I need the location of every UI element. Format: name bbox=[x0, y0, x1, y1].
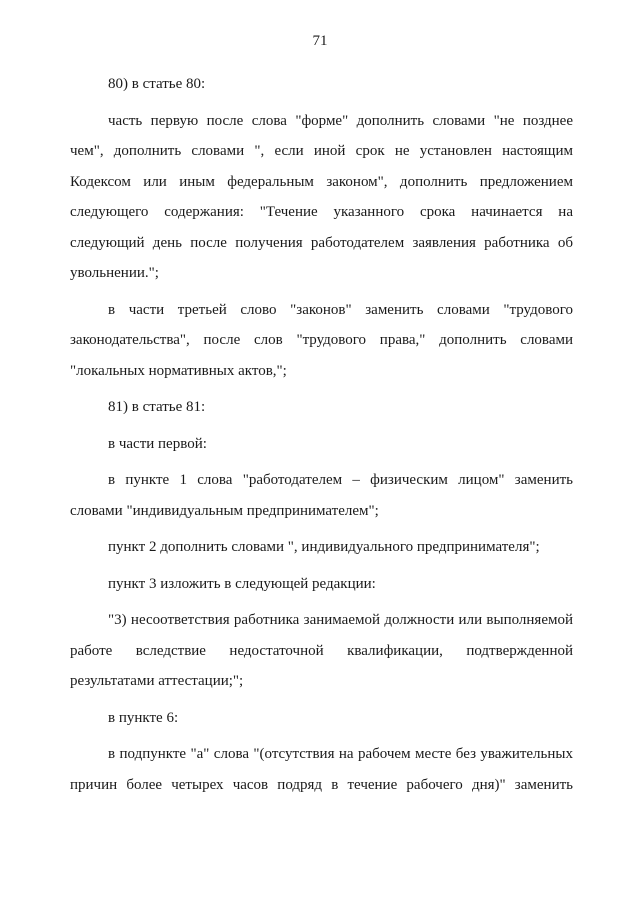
text-line: увольнении."; bbox=[70, 265, 159, 281]
text-line: в пункте 1 слова "работодателем – физическим лицом" заменить bbox=[108, 472, 573, 488]
paragraph bbox=[70, 605, 573, 697]
text-line: в подпункте "а" слова "(отсутствия на рабочем месте без уважительных bbox=[108, 746, 573, 762]
text-line: часть первую после слова "форме" дополнить словами "не позднее bbox=[108, 112, 573, 129]
text-line: словами "индивидуальным предпринимателем"; bbox=[70, 502, 379, 519]
text-line: следующий день после получения работодателем заявления работника об bbox=[70, 234, 573, 251]
paragraph bbox=[70, 739, 573, 800]
paragraph bbox=[70, 569, 573, 600]
text-line: чем", дополнить словами ", если иной срок не установлен настоящим bbox=[70, 143, 573, 159]
document-body bbox=[70, 69, 573, 800]
text-line: следующего содержания: "Течение указанного срока начинается на bbox=[70, 204, 573, 220]
text-line: в части первой: bbox=[108, 435, 207, 452]
text-line: работе вследствие недостаточной квалификации, подтвержденной bbox=[70, 642, 573, 659]
paragraph bbox=[70, 703, 573, 734]
text-line: 80) в статье 80: bbox=[108, 76, 206, 92]
paragraph bbox=[70, 465, 573, 526]
paragraph bbox=[70, 532, 573, 563]
text-line: "3) несоответствия работника занимаемой должности или выполняемой bbox=[108, 612, 573, 628]
text-line: результатами аттестации;"; bbox=[70, 673, 244, 689]
paragraph bbox=[70, 392, 573, 423]
paragraph bbox=[70, 295, 573, 387]
text-line: пункт 2 дополнить словами ", индивидуального предпринимателя"; bbox=[108, 539, 540, 555]
paragraph bbox=[70, 429, 573, 460]
text-line: в части третьей слово "законов" заменить словами "трудового bbox=[108, 301, 573, 318]
text-line: 81) в статье 81: bbox=[108, 399, 206, 415]
paragraph bbox=[70, 106, 573, 289]
page-number: 71 bbox=[312, 33, 328, 49]
text-line: в пункте 6: bbox=[108, 709, 179, 726]
text-line: "локальных нормативных актов,"; bbox=[70, 362, 287, 379]
text-line: причин более четырех часов подряд в течение рабочего дня)" заменить bbox=[70, 776, 573, 793]
text-line: Кодексом или иным федеральным законом", дополнить предложением bbox=[70, 173, 573, 190]
text-line: законодательства", после слов "трудового права," дополнить словами bbox=[70, 332, 573, 348]
paragraph bbox=[70, 69, 573, 100]
text-line: пункт 3 изложить в следующей редакции: bbox=[108, 575, 376, 592]
